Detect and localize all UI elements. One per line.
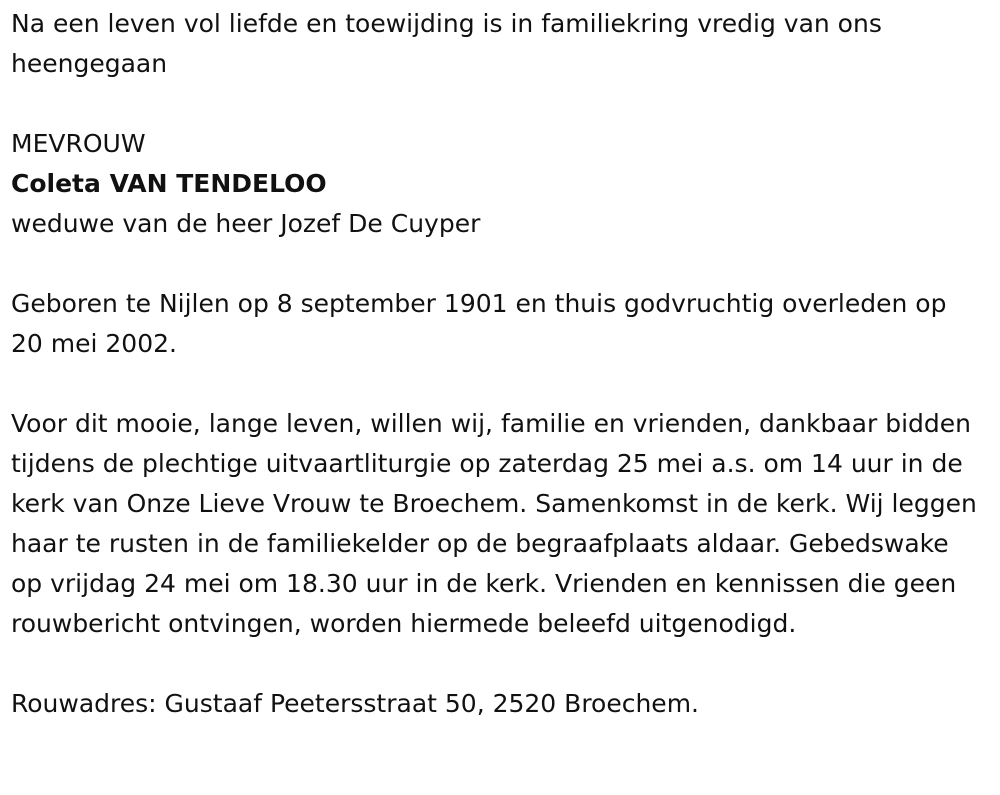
spacer [11,644,986,684]
relation-text: weduwe van de heer Jozef De Cuyper [11,209,481,238]
funeral-details: Voor dit mooie, lange leven, willen wij, familie en vrienden, dankbaar bidden tijdens de plechtige uitvaartliturgie op zaterdag 25 mei a.s. om 14 uur in de kerk van Onze Lieve Vrouw te Broechem. Samenkomst in de kerk. Wij leggen haar te rusten in de familiekelder op de begraafplaats aldaar. Gebedswake op vrijdag 24 mei om 18.30 uur in de kerk. Vrienden en kennissen die geen rouwbericht ontvingen, worden hiermede beleefd uitgenodigd. [11,409,977,638]
spacer [11,84,986,124]
spacer [11,364,986,404]
mourning-address: Rouwadres: Gustaaf Peetersstraat 50, 2520 Broechem. [11,689,699,718]
deceased-name: Coleta VAN TENDELOO [11,169,327,198]
birth-death-text: Geboren te Nijlen op 8 september 1901 en thuis godvruchtig overleden op 20 mei 2002. [11,289,947,358]
intro-text: Na een leven vol liefde en toewijding is in familiekring vredig van ons heengegaan [11,9,882,78]
honorific: MEVROUW [11,129,146,158]
spacer [11,244,986,284]
death-notice [11,4,986,724]
